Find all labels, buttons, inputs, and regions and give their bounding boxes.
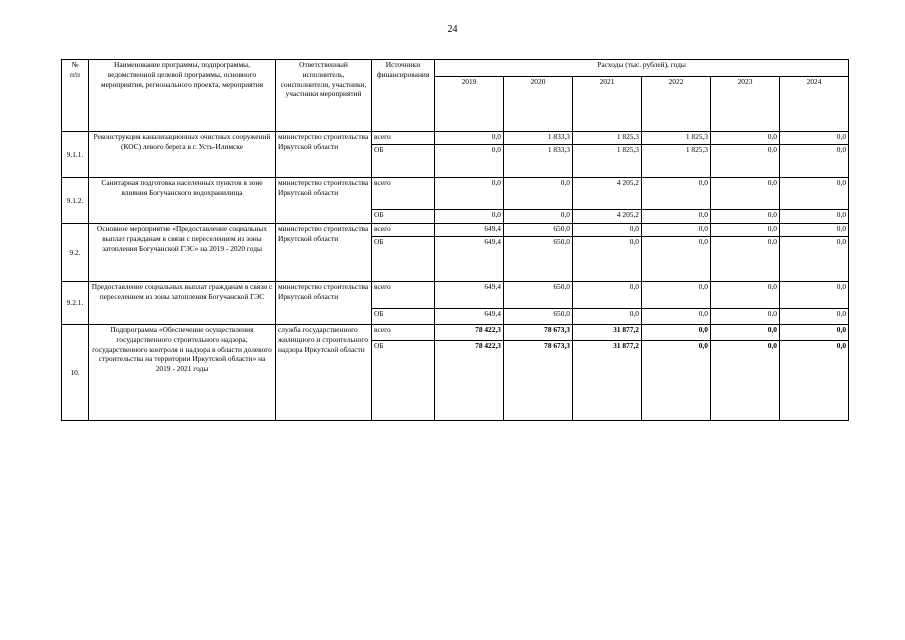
source-cell: всего: [372, 224, 435, 237]
source-cell: ОБ: [372, 145, 435, 178]
value-cell: 0,0: [711, 210, 780, 224]
source-cell: ОБ: [372, 341, 435, 421]
value-cell: 650,0: [504, 237, 573, 282]
value-cell: 0,0: [573, 309, 642, 325]
value-cell: 31 877,2: [573, 341, 642, 421]
header-year: 2019: [435, 77, 504, 132]
table-row: [62, 178, 849, 210]
header-executor: Ответственный исполнитель, соисполнители, участники, участники мероприятий: [276, 60, 372, 132]
table-row: [62, 325, 849, 341]
value-cell: 0,0: [642, 224, 711, 237]
row-number: 9.2.: [62, 224, 89, 282]
value-cell: 649,4: [435, 282, 504, 309]
value-cell: 0,0: [642, 237, 711, 282]
value-cell: 650,0: [504, 224, 573, 237]
value-cell: 0,0: [504, 210, 573, 224]
row-name: Реконструкция канализационных очистных сооружений (КОС) левого берега в г. Усть-Илимске: [89, 132, 276, 178]
value-cell: 78 673,3: [504, 325, 573, 341]
value-cell: 1 833,3: [504, 145, 573, 178]
table-row: [62, 132, 849, 145]
header-year: 2023: [711, 77, 780, 132]
value-cell: 1 825,3: [642, 145, 711, 178]
value-cell: 0,0: [642, 325, 711, 341]
value-cell: 0,0: [711, 325, 780, 341]
header-year: 2024: [780, 77, 849, 132]
value-cell: 0,0: [780, 282, 849, 309]
header-year: 2021: [573, 77, 642, 132]
row-name: Основное мероприятие «Предоставление социальных выплат гражданам в связи с переселением из зоны затопления Богучанской ГЭС» на 2019 - 2020 годы: [89, 224, 276, 282]
row-executor: министерство строительства Иркутской области: [276, 178, 372, 224]
value-cell: 0,0: [711, 132, 780, 145]
value-cell: 0,0: [504, 178, 573, 210]
value-cell: 649,4: [435, 237, 504, 282]
value-cell: 0,0: [573, 237, 642, 282]
header-name: Наименование программы, подпрограммы, ведомственной целевой программы, основного мероприятия, регионального проекта, мероприятия: [89, 60, 276, 132]
value-cell: 0,0: [780, 132, 849, 145]
row-name: Предоставление социальных выплат гражданам в связи с переселением из зоны затопления Богучанской ГЭС: [89, 282, 276, 325]
header-source: Источники финансирования: [372, 60, 435, 132]
value-cell: 0,0: [711, 178, 780, 210]
value-cell: 78 673,3: [504, 341, 573, 421]
header-year: 2020: [504, 77, 573, 132]
value-cell: 649,4: [435, 224, 504, 237]
value-cell: 1 825,3: [642, 132, 711, 145]
value-cell: 0,0: [711, 224, 780, 237]
value-cell: 1 825,3: [573, 145, 642, 178]
source-cell: всего: [372, 282, 435, 309]
row-name: Санитарная подготовка населенных пунктов в зоне влияния Богучанского водохранилища: [89, 178, 276, 224]
row-number: 9.1.2.: [62, 178, 89, 224]
source-cell: ОБ: [372, 210, 435, 224]
value-cell: 0,0: [642, 309, 711, 325]
value-cell: 0,0: [573, 224, 642, 237]
value-cell: 0,0: [435, 132, 504, 145]
value-cell: 4 205,2: [573, 210, 642, 224]
header-year: 2022: [642, 77, 711, 132]
value-cell: 649,4: [435, 309, 504, 325]
source-cell: всего: [372, 132, 435, 145]
row-executor: министерство строительства Иркутской области: [276, 132, 372, 178]
source-cell: всего: [372, 178, 435, 210]
value-cell: 0,0: [435, 178, 504, 210]
value-cell: 0,0: [573, 282, 642, 309]
value-cell: 0,0: [711, 237, 780, 282]
value-cell: 1 825,3: [573, 132, 642, 145]
value-cell: 0,0: [711, 145, 780, 178]
row-number: 10.: [62, 325, 89, 421]
value-cell: 0,0: [711, 282, 780, 309]
value-cell: 0,0: [780, 309, 849, 325]
row-name: Подпрограмма «Обеспечение осуществления государственного строительного надзора, государственного контроля и надзора в области долевого строительства на территории Иркутской области» на 2019 - 2021 годы: [89, 325, 276, 421]
row-executor: министерство строительства Иркутской области: [276, 224, 372, 282]
table-row: [62, 282, 849, 309]
value-cell: 1 833,3: [504, 132, 573, 145]
value-cell: 0,0: [642, 282, 711, 309]
page-number: 24: [447, 24, 458, 35]
value-cell: 31 877,2: [573, 325, 642, 341]
value-cell: 0,0: [780, 210, 849, 224]
value-cell: 0,0: [435, 145, 504, 178]
value-cell: 0,0: [642, 210, 711, 224]
value-cell: 4 205,2: [573, 178, 642, 210]
value-cell: 78 422,3: [435, 325, 504, 341]
value-cell: 0,0: [642, 178, 711, 210]
source-cell: ОБ: [372, 237, 435, 282]
source-cell: всего: [372, 325, 435, 341]
row-number: 9.2.1.: [62, 282, 89, 325]
value-cell: 0,0: [435, 210, 504, 224]
expenses-table: [61, 59, 849, 421]
value-cell: 0,0: [642, 341, 711, 421]
value-cell: 0,0: [780, 145, 849, 178]
row-number: 9.1.1.: [62, 132, 89, 178]
table-row: [62, 224, 849, 237]
value-cell: 0,0: [711, 341, 780, 421]
value-cell: 0,0: [780, 178, 849, 210]
value-cell: 650,0: [504, 282, 573, 309]
value-cell: 650,0: [504, 309, 573, 325]
row-executor: служба государственного жилищного и строительного надзора Иркутской области: [276, 325, 372, 421]
header-num: № п/п: [62, 60, 89, 132]
row-executor: министерство строительства Иркутской области: [276, 282, 372, 325]
value-cell: 0,0: [780, 325, 849, 341]
value-cell: 0,0: [711, 309, 780, 325]
value-cell: 0,0: [780, 237, 849, 282]
value-cell: 0,0: [780, 341, 849, 421]
value-cell: 0,0: [780, 224, 849, 237]
source-cell: ОБ: [372, 309, 435, 325]
header-expenses: Расходы (тыс. рублей), годы: [435, 60, 849, 77]
value-cell: 78 422,3: [435, 341, 504, 421]
